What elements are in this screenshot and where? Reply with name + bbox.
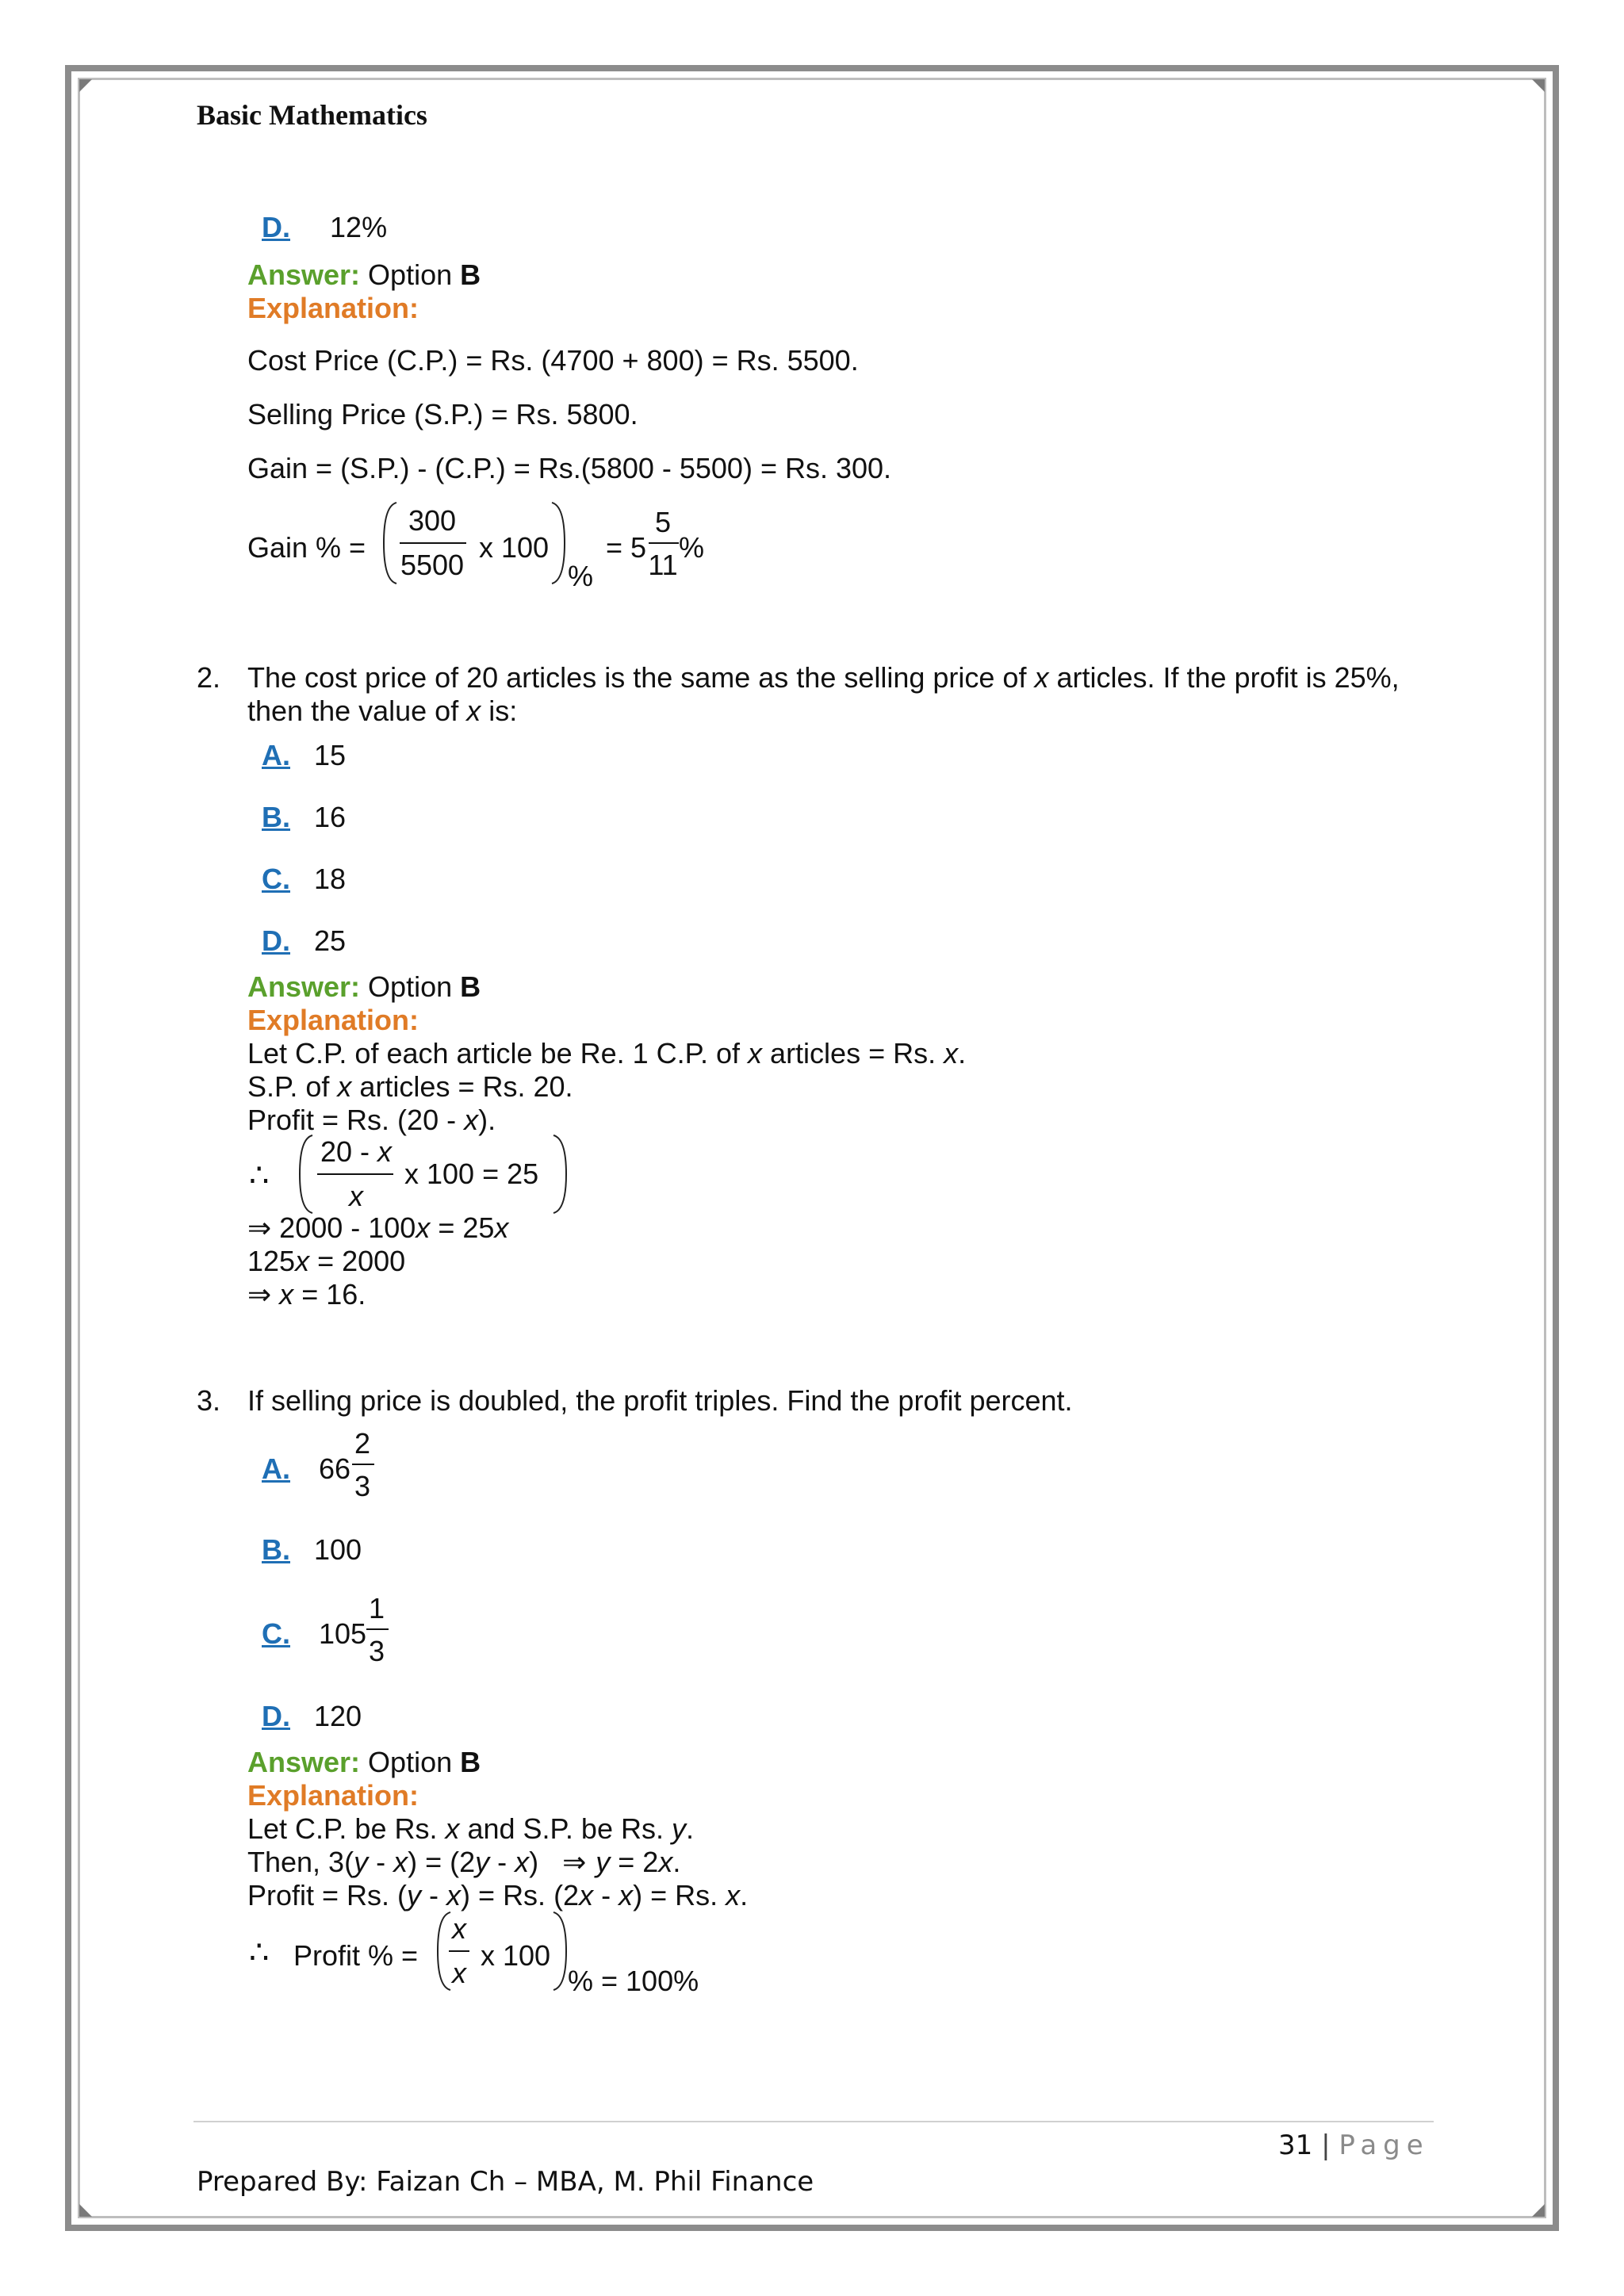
gain-formula-equals-whole: = 5 [606,531,647,564]
gain-formula-denominator: 5500 [400,549,465,581]
q2-option-d-letter[interactable]: D. [262,924,290,957]
expl-text: ) = Rs. [633,1879,726,1911]
expl-text: = 2 [610,1846,659,1878]
q1-option-d-text: 12% [330,211,388,243]
q2-q-text: articles. If the profit is 25%, [1048,661,1400,694]
expl-var: x [271,1278,294,1311]
expl-text: . [672,1846,681,1878]
implies-icon: ⇒ [562,1846,587,1878]
implies-icon: ⇒ [247,1211,272,1244]
page-header-title: Basic Mathematics [197,99,427,131]
q3-option-a-numerator: 2 [354,1427,371,1460]
right-paren-icon [547,499,569,587]
expl-text: S.P. of [247,1070,338,1103]
q2-option-a-letter[interactable]: A. [262,739,290,771]
q2-answer-value: B [460,970,481,1003]
expl-text: ). [478,1104,496,1136]
expl-var: x [295,1245,310,1277]
q1-explanation-line-2: Selling Price (S.P.) = Rs. 5800. [247,398,638,430]
gain-formula-numerator: 300 [408,504,457,537]
q3-expl-line-1 [247,1812,694,1846]
q3-option-a-whole: 66 [319,1452,351,1485]
expl-text: = 16. [293,1278,366,1311]
q2-option-d-text: 25 [314,924,347,957]
expl-var: x [464,1104,479,1136]
q3-fraction-tail: % = 100% [568,1965,699,1997]
expl-text: Let C.P. of each article be Re. 1 C.P. of [247,1037,749,1070]
q2-question-line-2 [247,695,517,728]
expl-text: - [489,1846,515,1878]
q2-q-text: The cost price of 20 articles is the same as the selling price of [247,661,1035,694]
expl-text: Then, 3( [247,1846,354,1878]
expl-var: x [515,1846,530,1878]
q1-option-d [262,211,387,244]
q3-option-a-letter[interactable]: A. [262,1452,290,1485]
q2-option-c [262,863,346,896]
fraction-bar [366,1628,389,1630]
expl-var: y [596,1846,611,1878]
q3-fraction-times: x 100 [481,1939,551,1972]
q3-option-b-text: 100 [314,1533,362,1566]
q3-answer-text: Option [368,1746,453,1778]
q3-option-d-letter[interactable]: D. [262,1700,290,1732]
fraction-bar [317,1173,393,1175]
q3-expl-line-3 [247,1879,748,1912]
q3-explanation-label: Explanation: [247,1779,419,1812]
expl-var: x [579,1879,594,1911]
q3-answer [247,1746,481,1779]
page-number-value: 31 [1278,2130,1313,2161]
expl-var: x [494,1211,509,1244]
q3-fraction-numerator: x [452,1912,466,1945]
q1-answer [247,258,481,292]
q3-option-d-text: 120 [314,1700,362,1732]
q2-expl-line-6 [247,1245,405,1278]
corner-mark-top-right [1532,79,1545,92]
prepared-by: Prepared By: Faizan Ch – MBA, M. Phil Finance [197,2166,814,2198]
page-word: Page [1339,2130,1430,2161]
fraction-bar [400,542,466,544]
expl-text: Profit = Rs. (20 - [247,1104,465,1136]
expl-text: ) = Rs. (2 [461,1879,580,1911]
q3-option-c-letter[interactable]: C. [262,1617,290,1650]
q2-q-var: x [1034,661,1049,694]
expl-text: - [368,1846,394,1878]
expl-var: x [748,1037,763,1070]
q2-option-d [262,924,346,958]
q2-q-var: x [466,695,481,727]
expl-text: ) = (2 [408,1846,476,1878]
q3-profit-label: Profit % = [293,1939,419,1972]
q2-expl-line-7 [247,1278,366,1311]
expl-text: Let C.P. be Rs. [247,1812,446,1845]
implies-icon: ⇒ [247,1278,272,1311]
q2-number: 2. [197,661,221,694]
q3-option-c-denominator: 3 [368,1635,385,1667]
expl-text: 2000 - 100 [271,1211,416,1244]
q3-option-c-numerator: 1 [368,1592,385,1624]
q2-explanation-label: Explanation: [247,1004,419,1036]
q1-answer-text: Option [368,258,453,291]
expl-text: Profit = Rs. ( [247,1879,408,1911]
q3-answer-value: B [460,1746,481,1778]
expl-text: articles = Rs. [762,1037,944,1070]
expl-var: x [619,1879,634,1911]
q3-option-c-whole: 105 [319,1617,367,1650]
q2-fraction-denominator: x [349,1180,363,1212]
q3-option-a-denominator: 3 [354,1470,371,1502]
expl-var: x [377,1135,393,1168]
fraction-bar [649,542,679,544]
expl-var: y [475,1846,490,1878]
q3-option-d [262,1700,362,1733]
q2-expl-line-1 [247,1037,966,1070]
q1-answer-value: B [460,258,481,291]
q2-fraction-rest: x 100 = 25 [404,1158,539,1190]
expl-var: x [416,1211,431,1244]
expl-var: x [726,1879,741,1911]
expl-text: and S.P. be Rs. [459,1812,672,1845]
q2-answer [247,970,481,1004]
q3-expl-line-2 [247,1846,680,1879]
q3-number: 3. [197,1384,221,1417]
q2-answer-label: Answer: [247,970,361,1003]
q2-expl-line-5 [247,1211,508,1245]
q2-option-c-text: 18 [314,863,347,895]
expl-var: y [407,1879,422,1911]
q2-q-text: is: [481,695,518,727]
expl-text: . [958,1037,967,1070]
q3-fraction-denominator: x [452,1957,466,1989]
q3-option-b [262,1533,362,1567]
expl-var: x [944,1037,959,1070]
expl-var: x [337,1070,352,1103]
expl-text: - [593,1879,619,1911]
q2-answer-text: Option [368,970,453,1003]
gain-formula-percent: % [568,560,594,592]
expl-var: y [671,1812,686,1845]
page-number [1278,2130,1430,2161]
q3-option-b-letter[interactable]: B. [262,1533,290,1566]
q3-question: If selling price is doubled, the profit triples. Find the profit percent. [247,1384,1073,1417]
gain-formula-times: x 100 [479,531,550,564]
fraction-bar [352,1464,374,1465]
corner-mark-bottom-left [79,2204,92,2217]
expl-text: ) [529,1846,539,1878]
q2-option-b [262,801,346,834]
fraction-bar [449,1950,469,1952]
q2-option-c-letter[interactable]: C. [262,863,290,895]
gain-mixed-denominator: 11 [648,549,678,581]
expl-text: . [685,1812,694,1845]
q1-option-d-letter[interactable]: D. [262,211,290,243]
q2-option-a-text: 15 [314,739,347,771]
expl-var: x [393,1846,408,1878]
expl-var: x [658,1846,673,1878]
q2-option-a [262,739,346,772]
gain-mixed-percent: % [679,531,705,564]
q2-question-line-1 [247,661,1400,695]
expl-var: x [446,1879,462,1911]
expl-text: . [740,1879,749,1911]
q2-fraction-numerator [312,1135,400,1169]
expl-text: 20 - [320,1135,378,1168]
corner-mark-top-left [79,79,92,92]
q1-explanation-line-3: Gain = (S.P.) - (C.P.) = Rs.(5800 - 5500) = Rs. 300. [247,452,892,484]
expl-text: = 25 [430,1211,495,1244]
corner-mark-bottom-right [1532,2204,1545,2217]
therefore-icon: ∴ [249,1158,270,1193]
q2-q-text: then the value of [247,695,467,727]
q2-expl-line-2 [247,1070,573,1104]
q2-expl-line-3 [247,1104,496,1137]
q1-explanation-label: Explanation: [247,292,419,324]
q3-answer-label: Answer: [247,1746,361,1778]
gain-formula-lhs: Gain % = [247,531,366,564]
expl-var: x [445,1812,460,1845]
q1-explanation-line-1: Cost Price (C.P.) = Rs. (4700 + 800) = Rs. 5500. [247,344,859,377]
therefore-icon: ∴ [249,1935,270,1970]
page-separator: | [1321,2130,1331,2161]
footer-divider [193,2121,1434,2122]
expl-text: 125 [247,1245,296,1277]
q2-option-b-letter[interactable]: B. [262,801,290,833]
expl-text: - [421,1879,447,1911]
right-paren-icon [549,1132,571,1216]
gain-mixed-numerator: 5 [654,506,672,538]
q1-answer-label: Answer: [247,258,361,291]
expl-var: y [354,1846,369,1878]
expl-text: articles = Rs. 20. [351,1070,573,1103]
expl-text: = 2000 [309,1245,406,1277]
q2-option-b-text: 16 [314,801,347,833]
